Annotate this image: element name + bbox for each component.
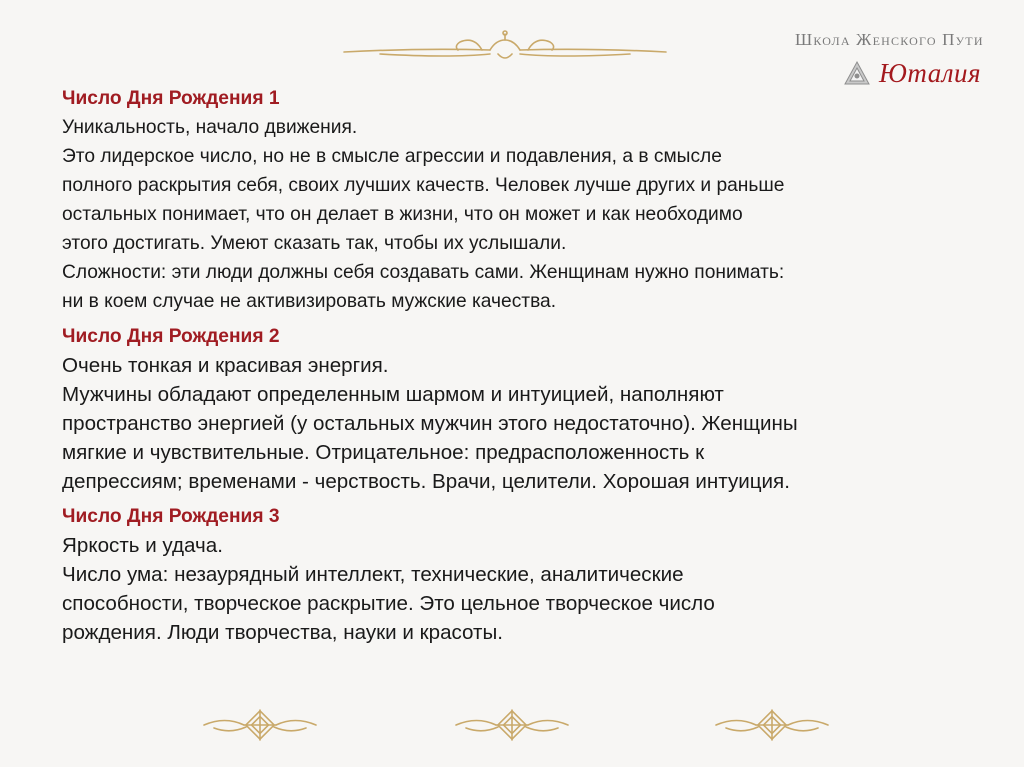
bottom-ornament-left-icon — [200, 708, 320, 742]
text-line: депрессиям; временами - черствость. Врачи, целители. Хорошая интуиция. — [62, 470, 790, 493]
text-line: этого достигать. Умеют сказать так, чтобы их услышали. — [62, 233, 567, 254]
text-line: рождения. Люди творчества, науки и красоты. — [62, 621, 504, 644]
text-line: Яркость и удача. — [62, 534, 223, 557]
text-line: Мужчины обладают определенным шармом и интуицией, наполняют — [62, 383, 724, 406]
section-title: Число Дня Рождения 2 — [62, 326, 280, 347]
bottom-ornament-right-icon — [712, 708, 832, 742]
text-line: пространство энергией (у остальных мужчин этого недостаточно). Женщины — [62, 412, 798, 435]
top-ornament-icon — [340, 28, 670, 64]
text-line: Число ума: незаурядный интеллект, технические, аналитические — [62, 563, 684, 586]
section-birthday-number-3 — [62, 502, 1002, 647]
text-line: способности, творческое раскрытие. Это цельное творческое число — [62, 592, 715, 615]
section-birthday-number-2 — [62, 322, 1002, 496]
brand-logo-icon — [843, 60, 871, 86]
section-birthday-number-1 — [62, 84, 1002, 316]
text-line: Это лидерское число, но не в смысле агрессии и подавления, а в смысле — [62, 146, 722, 167]
text-line: ни в коем случае не активизировать мужские качества. — [62, 291, 557, 312]
content — [62, 84, 1002, 647]
text-line: Очень тонкая и красивая энергия. — [62, 354, 389, 377]
text-line: Сложности: эти люди должны себя создавать сами. Женщинам нужно понимать: — [62, 262, 785, 283]
text-line: мягкие и чувствительные. Отрицательное: предрасположенность к — [62, 441, 705, 464]
section-title: Число Дня Рождения 3 — [62, 506, 280, 527]
text-line: Уникальность, начало движения. — [62, 117, 358, 138]
bottom-ornament-center-icon — [452, 708, 572, 742]
section-title: Число Дня Рождения 1 — [62, 88, 280, 109]
brand-name: Юталия — [879, 57, 982, 88]
text-line: остальных понимает, что он делает в жизни, что он может и как необходимо — [62, 204, 743, 225]
school-name: Школа Женского Пути — [795, 30, 984, 49]
text-line: полного раскрытия себя, своих лучших качеств. Человек лучше других и раньше — [62, 175, 785, 196]
